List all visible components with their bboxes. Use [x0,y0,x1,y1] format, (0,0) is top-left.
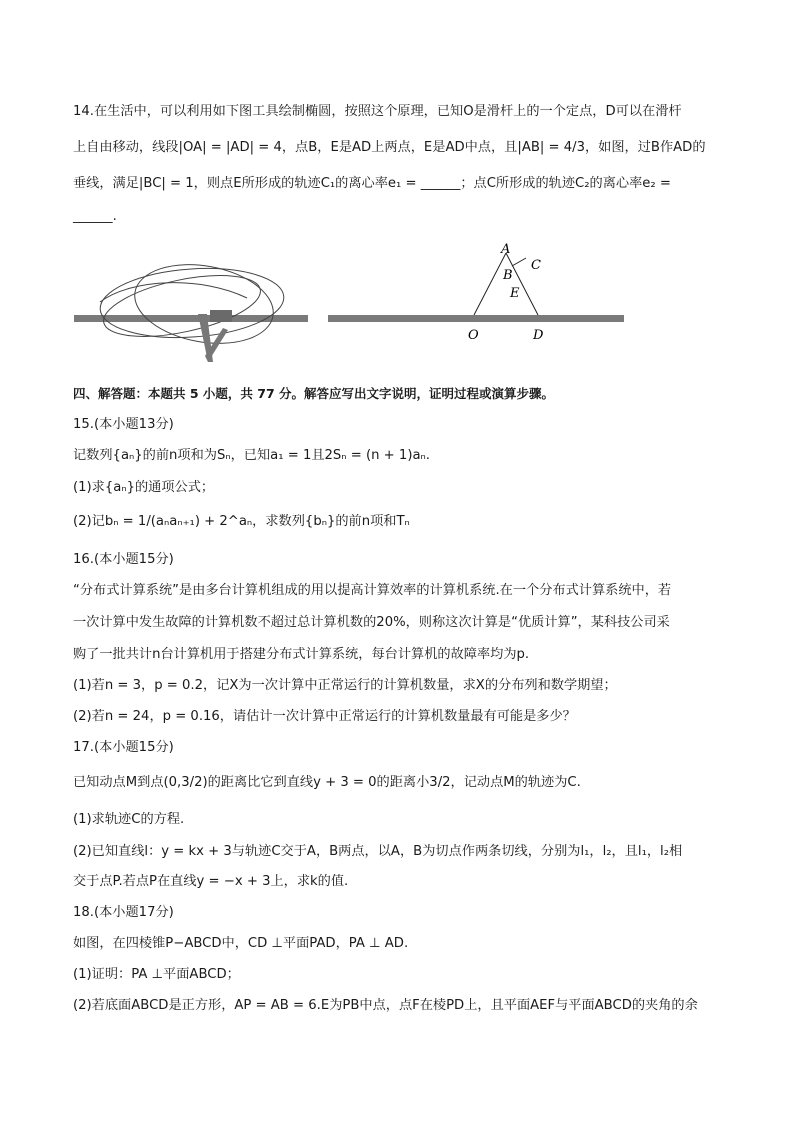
label-E: E [510,286,520,301]
label-C: C [531,258,541,273]
q18-part-1: (1)证明：PA ⊥平面ABCD； [73,967,240,982]
q14-line-3: 垂线，满足|BC| = 1，则点E所形成的轨迹C₁的离心率e₁ = ______；点C所形成的轨迹C₂的离心率e₂ = [73,176,671,191]
label-A: A [501,242,511,257]
q16-part-1: (1)若n = 3，p = 0.2，记X为一次计算中正常运行的计算机数量，求X的分布列和数学期望； [73,678,617,693]
q14-line-2: 上自由移动，线段|OA| = |AD| = 4，点B，E是AD上两点，E是AD中点，且|AB| = 4/3，如图，过B作AD的 [73,140,706,155]
section-heading: 四、解答题：本题共 5 小题，共 77 分。解答应写出文字说明，证明过程或演算步骤。 [73,386,555,401]
q16-line-2: 一次计算中发生故障的计算机数不超过总计算机数的20%，则称这次计算是“优质计算”，某科技公司采 [73,615,670,630]
q15-heading: 15.(本小题13分) [73,417,174,432]
q14-line-4: ______. [73,209,117,224]
q17-heading: 17.(本小题15分) [73,740,174,755]
slider-block [210,310,232,322]
drawn-ellipse-3 [98,264,265,348]
q18-heading: 18.(本小题17分) [73,905,174,920]
label-D: D [533,328,544,343]
label-O: O [468,328,479,343]
drawn-ellipse-1 [98,263,286,344]
q17-statement: 已知动点M到点(0,3/2)的距离比它到直线y + 3 = 0的距离小3/2，记动点M的轨迹为C. [73,775,581,790]
q18-part-2: (2)若底面ABCD是正方形，AP = AB = 6.E为PB中点，点F在棱PD上，且平面AEF与平面ABCD的夹角的余 [73,998,698,1013]
q16-heading: 16.(本小题15分) [73,552,174,567]
geometry-figure [326,240,626,344]
slide-bar [328,315,624,322]
q15-part-2: (2)记bₙ = 1/(aₙaₙ₊₁) + 2^aₙ，求数列{bₙ}的前n项和Tₙ [73,514,410,529]
q17-part-1: (1)求轨迹C的方程. [73,812,185,827]
label-B: B [503,268,513,283]
q15-part-1: (1)求{aₙ}的通项公式； [73,480,215,495]
q18-statement: 如图，在四棱锥P−ABCD中，CD ⊥平面PAD，PA ⊥ AD. [73,936,409,951]
q16-part-2: (2)若n = 24，p = 0.16，请估计一次计算中正常运行的计算机数量最有可能是多少？ [73,709,576,724]
segment-OA [474,253,506,315]
q17-part-2-line-1: (2)已知直线l：y = kx + 3与轨迹C交于A，B两点，以A，B为切点作两条切线，分别为l₁，l₂，且l₁，l₂相 [73,844,683,859]
ellipse-tool-figure [72,258,312,368]
q14-line-1: 14.在生活中，可以利用如下图工具绘制椭圆，按照这个原理，已知O是滑杆上的一个定点，D可以在滑杆 [73,104,682,119]
q16-line-3: 购了一批共计n台计算机用于搭建分布式计算系统，每台计算机的故障率均为p. [73,647,530,662]
q15-statement: 记数列{aₙ}的前n项和为Sₙ，已知a₁ = 1且2Sₙ = (n + 1)aₙ. [73,448,430,463]
q17-part-2-line-2: 交于点P.若点P在直线y = −x + 3上，求k的值. [73,874,349,889]
q16-line-1: “分布式计算系统”是由多台计算机组成的用以提高计算效率的计算机系统.在一个分布式计算系统中，若 [73,583,672,598]
segment-BC [512,258,526,266]
